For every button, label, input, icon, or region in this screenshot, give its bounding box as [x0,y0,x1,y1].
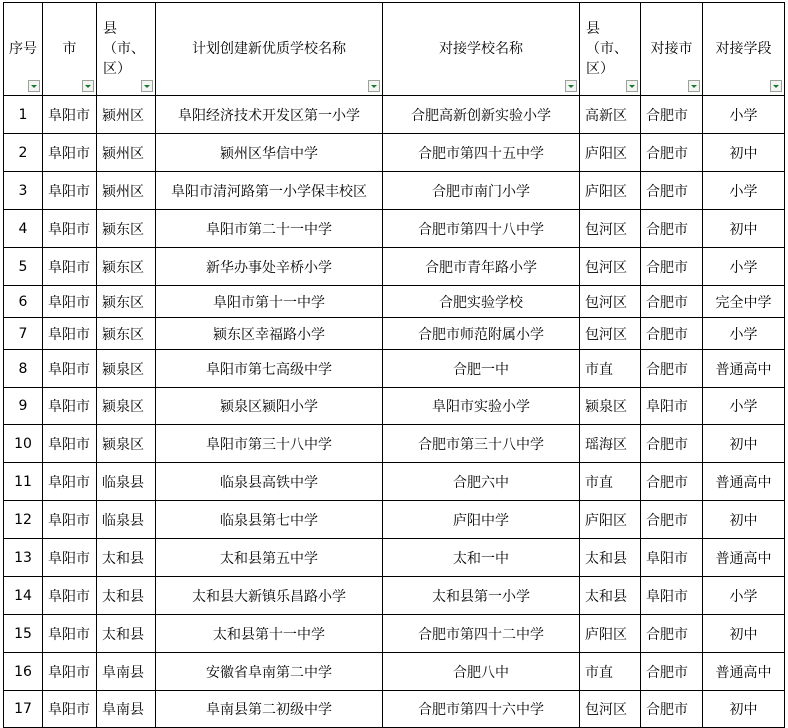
cell-partner-city[interactable]: 合肥市 [641,691,703,728]
cell-county[interactable]: 颍东区 [97,318,156,350]
cell-partner-school[interactable]: 合肥一中 [383,350,580,388]
cell-index[interactable]: 6 [4,286,43,318]
table-row [4,539,785,577]
cell-partner-stage[interactable]: 初中 [703,501,785,539]
header-partner-county [580,3,641,96]
cell-partner-school[interactable]: 合肥市第四十五中学 [383,134,580,172]
cell-county[interactable]: 颍州区 [97,96,156,134]
cell-planned-school[interactable]: 颍东区幸福路小学 [156,318,383,350]
header-county [97,3,156,96]
cell-index[interactable]: 14 [4,577,43,615]
cell-county[interactable]: 颍泉区 [97,425,156,463]
table-row [4,425,785,463]
cell-planned-school[interactable]: 阜阳市第二十一中学 [156,210,383,248]
cell-partner-stage[interactable]: 初中 [703,691,785,728]
cell-partner-county[interactable]: 太和县 [580,577,641,615]
cell-partner-county[interactable]: 市直 [580,350,641,388]
header-label: 县（市、区） [586,21,628,77]
cell-partner-stage[interactable]: 普通高中 [703,539,785,577]
cell-partner-city[interactable]: 合肥市 [641,615,703,653]
cell-planned-school[interactable]: 阜阳市第三十八中学 [156,425,383,463]
cell-partner-county[interactable]: 庐阳区 [580,501,641,539]
cell-planned-school[interactable]: 阜南县第二初级中学 [156,691,383,728]
cell-planned-school[interactable]: 安徽省阜南第二中学 [156,653,383,691]
cell-city[interactable]: 阜阳市 [43,134,97,172]
cell-partner-county[interactable]: 高新区 [580,96,641,134]
cell-partner-stage[interactable]: 小学 [703,388,785,425]
header-partner-school [383,3,580,96]
cell-county[interactable]: 颍州区 [97,172,156,210]
cell-planned-school[interactable]: 阜阳经济技术开发区第一小学 [156,96,383,134]
cell-partner-county[interactable]: 市直 [580,653,641,691]
cell-county[interactable]: 临泉县 [97,463,156,501]
cell-partner-city[interactable]: 合肥市 [641,134,703,172]
cell-partner-county[interactable]: 包河区 [580,210,641,248]
cell-partner-county[interactable]: 庐阳区 [580,172,641,210]
table-body [4,96,785,728]
filter-dropdown-icon[interactable] [82,80,94,92]
cell-planned-school[interactable]: 太和县大新镇乐昌路小学 [156,577,383,615]
cell-partner-stage[interactable]: 普通高中 [703,653,785,691]
filter-dropdown-icon[interactable] [368,80,380,92]
cell-city[interactable]: 阜阳市 [43,691,97,728]
cell-partner-stage[interactable]: 初中 [703,210,785,248]
cell-partner-county[interactable]: 太和县 [580,539,641,577]
cell-city[interactable]: 阜阳市 [43,318,97,350]
table-row [4,96,785,134]
table-row [4,350,785,388]
header-index [4,3,43,96]
table-row [4,691,785,728]
cell-index[interactable]: 13 [4,539,43,577]
cell-planned-school[interactable]: 颍泉区颍阳小学 [156,388,383,425]
cell-planned-school[interactable]: 临泉县第七中学 [156,501,383,539]
filter-dropdown-icon[interactable] [688,80,700,92]
cell-partner-stage[interactable]: 小学 [703,96,785,134]
cell-county[interactable]: 阜南县 [97,653,156,691]
cell-partner-school[interactable]: 合肥市第四十八中学 [383,210,580,248]
cell-partner-city[interactable]: 合肥市 [641,318,703,350]
cell-partner-county[interactable]: 包河区 [580,691,641,728]
cell-city[interactable]: 阜阳市 [43,248,97,286]
cell-county[interactable]: 颍州区 [97,134,156,172]
cell-partner-county[interactable]: 瑶海区 [580,425,641,463]
cell-city[interactable]: 阜阳市 [43,286,97,318]
cell-index[interactable]: 2 [4,134,43,172]
cell-partner-city[interactable]: 合肥市 [641,350,703,388]
cell-index[interactable]: 17 [4,691,43,728]
table-row [4,653,785,691]
cell-partner-county[interactable]: 包河区 [580,318,641,350]
cell-county[interactable]: 太和县 [97,615,156,653]
cell-planned-school[interactable]: 阜阳市第七高级中学 [156,350,383,388]
header-label: 县（市、区） [103,21,145,77]
cell-partner-stage[interactable]: 初中 [703,134,785,172]
table-row [4,134,785,172]
cell-planned-school[interactable]: 颍州区华信中学 [156,134,383,172]
table-row [4,501,785,539]
cell-partner-county[interactable]: 庐阳区 [580,134,641,172]
cell-partner-school[interactable]: 合肥市第三十八中学 [383,425,580,463]
cell-partner-city[interactable]: 合肥市 [641,286,703,318]
cell-partner-stage[interactable]: 小学 [703,318,785,350]
school-pairing-table [3,2,785,728]
cell-partner-school[interactable]: 庐阳中学 [383,501,580,539]
cell-partner-stage[interactable]: 普通高中 [703,350,785,388]
cell-index[interactable]: 7 [4,318,43,350]
cell-planned-school[interactable]: 阜阳市清河路第一小学保丰校区 [156,172,383,210]
cell-partner-stage[interactable]: 完全中学 [703,286,785,318]
cell-index[interactable]: 16 [4,653,43,691]
cell-county[interactable]: 临泉县 [97,501,156,539]
cell-partner-school[interactable]: 合肥实验学校 [383,286,580,318]
header-label: 对接市 [650,41,693,57]
cell-county[interactable]: 颍泉区 [97,388,156,425]
cell-partner-county[interactable]: 庐阳区 [580,615,641,653]
cell-county[interactable]: 太和县 [97,539,156,577]
cell-partner-city[interactable]: 合肥市 [641,210,703,248]
cell-partner-school[interactable]: 合肥六中 [383,463,580,501]
cell-index[interactable]: 8 [4,350,43,388]
cell-planned-school[interactable]: 新华办事处辛桥小学 [156,248,383,286]
cell-city[interactable]: 阜阳市 [43,463,97,501]
table-row [4,172,785,210]
cell-partner-school[interactable]: 合肥八中 [383,653,580,691]
cell-partner-county[interactable]: 包河区 [580,248,641,286]
cell-partner-stage[interactable]: 初中 [703,615,785,653]
header-city [43,3,97,96]
table-row [4,388,785,425]
cell-planned-school[interactable]: 临泉县高铁中学 [156,463,383,501]
cell-partner-city[interactable]: 合肥市 [641,248,703,286]
cell-partner-city[interactable]: 合肥市 [641,425,703,463]
cell-partner-school[interactable]: 合肥高新创新实验小学 [383,96,580,134]
cell-partner-county[interactable]: 颍泉区 [580,388,641,425]
filter-dropdown-icon[interactable] [28,80,40,92]
table-row [4,286,785,318]
filter-dropdown-icon[interactable] [141,80,153,92]
cell-index[interactable]: 11 [4,463,43,501]
filter-dropdown-icon[interactable] [770,80,782,92]
cell-county[interactable]: 阜南县 [97,691,156,728]
table-row [4,248,785,286]
filter-dropdown-icon[interactable] [565,80,577,92]
cell-partner-city[interactable]: 阜阳市 [641,388,703,425]
cell-city[interactable]: 阜阳市 [43,615,97,653]
cell-partner-stage[interactable]: 小学 [703,577,785,615]
cell-partner-county[interactable]: 市直 [580,463,641,501]
header-label: 对接学校名称 [439,41,523,57]
cell-county[interactable]: 颍泉区 [97,350,156,388]
cell-city[interactable]: 阜阳市 [43,172,97,210]
cell-county[interactable]: 颍东区 [97,248,156,286]
cell-index[interactable]: 15 [4,615,43,653]
header-label: 序号 [9,41,37,57]
cell-city[interactable]: 阜阳市 [43,350,97,388]
cell-city[interactable]: 阜阳市 [43,539,97,577]
table-row [4,615,785,653]
cell-city[interactable]: 阜阳市 [43,388,97,425]
cell-city[interactable]: 阜阳市 [43,577,97,615]
header-partner-stage [703,3,785,96]
cell-county[interactable]: 颍东区 [97,210,156,248]
cell-city[interactable]: 阜阳市 [43,653,97,691]
cell-partner-city[interactable]: 合肥市 [641,501,703,539]
cell-partner-school[interactable]: 太和一中 [383,539,580,577]
cell-city[interactable]: 阜阳市 [43,425,97,463]
cell-index[interactable]: 10 [4,425,43,463]
cell-partner-city[interactable]: 阜阳市 [641,539,703,577]
cell-planned-school[interactable]: 太和县第十一中学 [156,615,383,653]
cell-index[interactable]: 4 [4,210,43,248]
header-label: 计划创建新优质学校名称 [192,41,346,57]
table-row [4,318,785,350]
cell-index[interactable]: 3 [4,172,43,210]
cell-planned-school[interactable]: 阜阳市第十一中学 [156,286,383,318]
header-label: 市 [62,41,77,57]
cell-partner-stage[interactable]: 小学 [703,172,785,210]
cell-partner-city[interactable]: 合肥市 [641,172,703,210]
cell-partner-stage[interactable]: 初中 [703,425,785,463]
cell-county[interactable]: 颍东区 [97,286,156,318]
cell-partner-school[interactable]: 合肥市第四十六中学 [383,691,580,728]
cell-index[interactable]: 9 [4,388,43,425]
cell-partner-stage[interactable]: 小学 [703,248,785,286]
cell-partner-city[interactable]: 合肥市 [641,463,703,501]
cell-partner-city[interactable]: 阜阳市 [641,577,703,615]
table-row [4,577,785,615]
header-row [4,3,785,96]
cell-city[interactable]: 阜阳市 [43,501,97,539]
cell-city[interactable]: 阜阳市 [43,96,97,134]
cell-partner-stage[interactable]: 普通高中 [703,463,785,501]
filter-dropdown-icon[interactable] [626,80,638,92]
cell-partner-city[interactable]: 合肥市 [641,96,703,134]
header-label: 对接学段 [715,41,772,57]
cell-partner-city[interactable]: 合肥市 [641,653,703,691]
cell-planned-school[interactable]: 太和县第五中学 [156,539,383,577]
cell-city[interactable]: 阜阳市 [43,210,97,248]
cell-county[interactable]: 太和县 [97,577,156,615]
cell-partner-school[interactable]: 合肥市第四十二中学 [383,615,580,653]
cell-partner-school[interactable]: 合肥市南门小学 [383,172,580,210]
header-planned-school [156,3,383,96]
cell-partner-school[interactable]: 阜阳市实验小学 [383,388,580,425]
cell-index[interactable]: 5 [4,248,43,286]
cell-partner-county[interactable]: 包河区 [580,286,641,318]
cell-partner-school[interactable]: 合肥市师范附属小学 [383,318,580,350]
table-row [4,210,785,248]
cell-index[interactable]: 1 [4,96,43,134]
table-row [4,463,785,501]
header-partner-city [641,3,703,96]
cell-partner-school[interactable]: 合肥市青年路小学 [383,248,580,286]
cell-partner-school[interactable]: 太和县第一小学 [383,577,580,615]
cell-index[interactable]: 12 [4,501,43,539]
